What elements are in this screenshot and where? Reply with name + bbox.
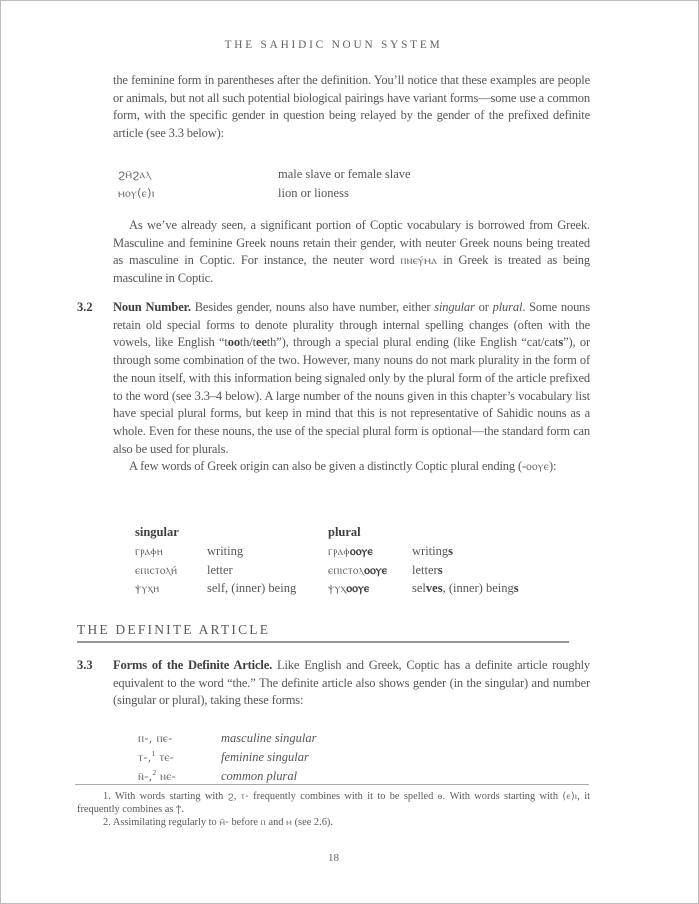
gender-gloss-table — [118, 165, 411, 203]
form-description: common plural — [221, 768, 298, 783]
article-forms-table — [138, 729, 316, 785]
noun-number-paragraph: Noun Number. Besides gender, nouns also have number, either singular or plural. Some nouns retain old special forms to denote plurality through internal spelling changes (often with the vowels, like English “tooth/teeth”), through a special plural ending (like English “cat/cats”), or through some combination of the two. However, many nouns do not mark plurality in the form of the noun itself, with this information being signaled only by the plural form of the article prefixed to the word (see 3.3–4 below). A large number of the nouns given in this chapter’s vocabulary list have special plural forms, but keep in mind that this is not representative of Sahidic nouns as a whole. Even for these nouns, the use of the special plural form is optional—the standard form can also be used for plurals. — [113, 300, 590, 456]
section-body — [113, 657, 590, 710]
coptic-word: ϩⲙ̄ϩⲁⲗ — [118, 167, 152, 181]
gloss-text: letter — [207, 562, 233, 577]
plural-forms-table — [135, 523, 519, 598]
section-body — [113, 299, 590, 476]
column-header-plural: plural — [328, 525, 361, 539]
footnotes — [77, 791, 590, 830]
coptic-word: ⲯⲩⲭⲟⲟⲩⲉ — [328, 581, 370, 596]
gloss-text: self, (inner) being — [207, 581, 297, 596]
coptic-article-form: ⲡ-, ⲡⲉ- — [138, 731, 173, 745]
coptic-article-form: ⲧ-,$^1$ ⲧⲉ- — [138, 748, 175, 764]
section-number: 3.2 — [77, 300, 93, 314]
section-3-3 — [77, 657, 590, 710]
running-head: THE SAHIDIC NOUN SYSTEM — [224, 39, 443, 51]
page-number: 18 — [328, 852, 339, 864]
gloss-text: letters — [412, 562, 443, 577]
footnote-rule — [75, 784, 589, 785]
coptic-article-form: ⲛ̄-,$^2$ ⲛⲉ- — [138, 767, 176, 783]
gloss-text: lion or lioness — [278, 186, 349, 200]
coptic-word: ⲉⲡⲓⲥⲧⲟⲗⲏ́ — [135, 562, 178, 577]
intro-paragraph: the feminine form in parentheses after the definition. You’ll notice that these examples are people or animals, but not all such potential biological pairings have variant forms—some use a common form, with the specific gender in question being relayed by the gender of the prefixed definite article (see 3.3 below): — [113, 73, 590, 141]
plural-ending-note: A few words of Greek origin can also be given a distinctly Coptic plural ending (-ⲟⲟⲩⲉ): — [129, 459, 557, 474]
definite-article-heading: THE DEFINITE ARTICLE — [77, 622, 271, 637]
coptic-word: ⲅⲣⲁⲫⲟⲟⲩⲉ — [328, 543, 373, 558]
section-number: 3.3 — [77, 658, 93, 672]
section-3-2 — [77, 299, 590, 476]
column-header-singular: singular — [135, 525, 179, 539]
coptic-word: ⲯⲩⲭⲏ — [135, 581, 160, 596]
footnote-1: 1. With words starting with ϩ, ⲧ- frequently combines with it to be spelled ⲑ. With words starting with (ⲉ)ⲓ, it frequently combines as ϯ. — [77, 791, 590, 815]
coptic-word: ⲅⲣⲁⲫⲏ — [135, 543, 163, 558]
table-row — [118, 165, 411, 184]
gloss-text: writing — [207, 543, 244, 558]
gloss-text: male slave or female slave — [278, 167, 411, 181]
gloss-text: selves, (inner) beings — [412, 581, 519, 596]
form-description: masculine singular — [221, 731, 317, 745]
table-row — [118, 184, 411, 203]
article-forms-paragraph: Forms of the Definite Article. Like English and Greek, Coptic has a definite article roughly equivalent to the word “the.” The definite article also shows gender (in the singular) and number (singular or plural), taking these forms: — [113, 658, 590, 708]
coptic-word: ⲙⲟⲩ(ⲉ)ⲓ — [118, 186, 155, 200]
gloss-text: writings — [412, 543, 453, 558]
greek-loans-paragraph: As we’ve already seen, a significant portion of Coptic vocabulary is borrowed from Greek. Masculine and feminine Greek nouns retain their gender, with neuter Greek nouns being treated as masculine in Coptic. For instance, the neuter word ⲡⲛⲉⲩ́ⲙⲁ in Greek is treated as being masculine in Coptic. — [113, 218, 591, 286]
footnote-2: 2. Assimilating regularly to ⲙ̄- before ⲡ and ⲙ (see 2.6). — [103, 816, 333, 828]
coptic-word: ⲉⲡⲓⲥⲧⲟⲗⲟⲟⲩⲉ — [328, 562, 388, 577]
form-description: feminine singular — [221, 749, 309, 764]
heading-rule — [77, 641, 569, 643]
